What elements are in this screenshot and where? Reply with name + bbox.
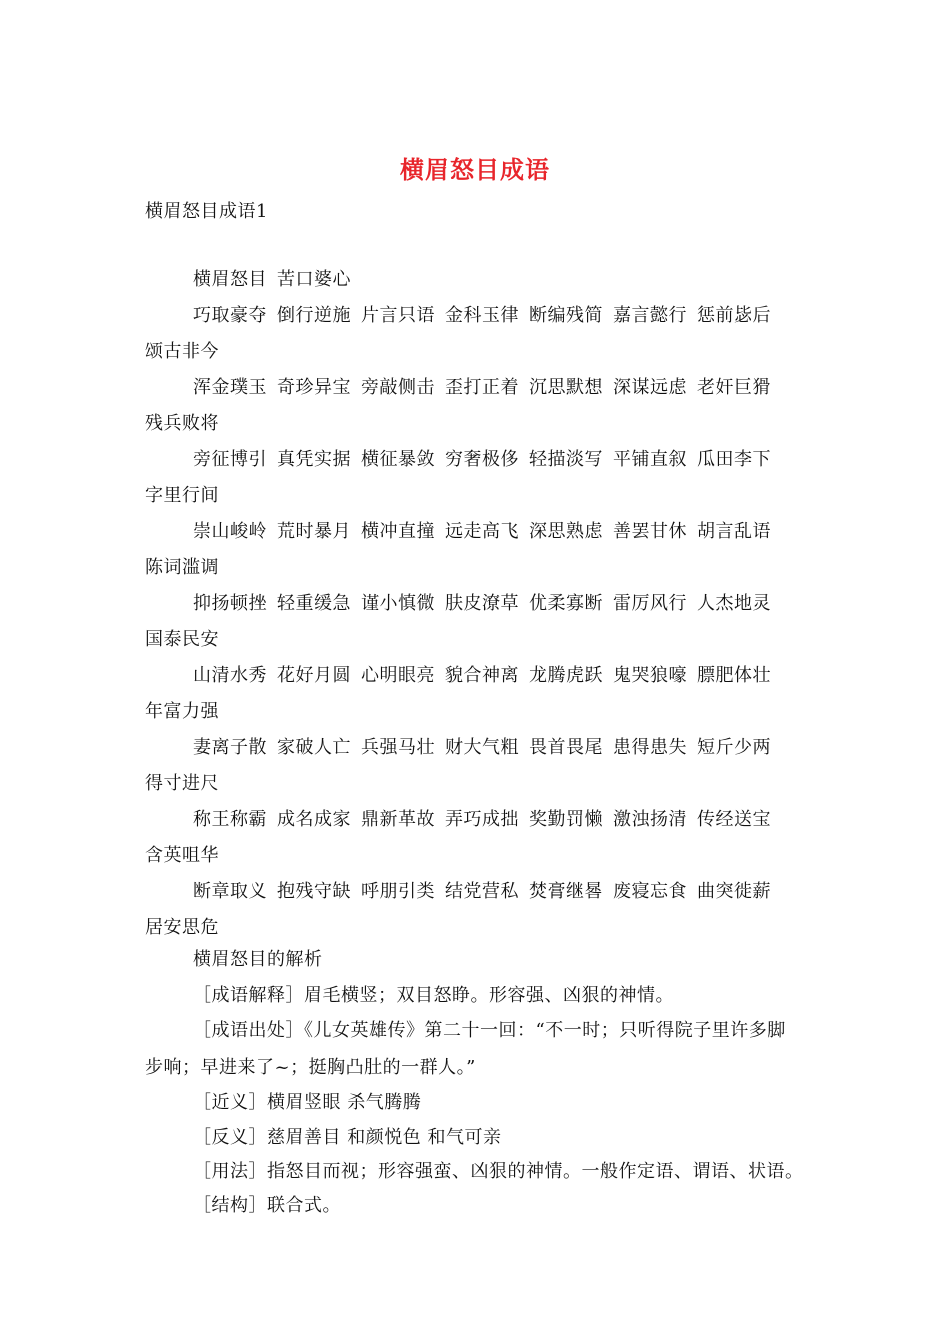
idiom-item: 抑扬顿挫 bbox=[193, 593, 267, 614]
idiom-row bbox=[145, 916, 219, 940]
idiom-item: 惩前毖后 bbox=[697, 305, 771, 326]
document-title: 横眉怒目成语 bbox=[400, 155, 550, 184]
idiom-item: 曲突徙薪 bbox=[697, 881, 771, 902]
idiom-item: 金科玉律 bbox=[445, 305, 519, 326]
idiom-item: 心明眼亮 bbox=[361, 665, 435, 686]
idiom-item: 远走高飞 bbox=[445, 521, 519, 542]
idiom-item: 瓜田李下 bbox=[697, 449, 771, 470]
idiom-item: 妻离子散 bbox=[193, 737, 267, 758]
idiom-item: 国泰民安 bbox=[145, 629, 219, 650]
idiom-item: 含英咀华 bbox=[145, 845, 219, 866]
idiom-row bbox=[193, 268, 351, 292]
idiom-item: 深谋远虑 bbox=[613, 377, 687, 398]
section-subtitle: 横眉怒目成语1 bbox=[145, 201, 268, 222]
idiom-item: 结党营私 bbox=[445, 881, 519, 902]
idiom-item: 陈词滥调 bbox=[145, 557, 219, 578]
idiom-item: 真凭实据 bbox=[277, 449, 351, 470]
idiom-row bbox=[145, 412, 219, 436]
analysis-heading: 横眉怒目的解析 bbox=[193, 949, 323, 970]
idiom-row bbox=[145, 340, 219, 364]
idiom-item: 善罢甘休 bbox=[613, 521, 687, 542]
idiom-item: 奖勤罚懒 bbox=[529, 809, 603, 830]
idiom-antonyms: ［反义］慈眉善目 和颜悦色 和气可亲 bbox=[193, 1127, 502, 1148]
idiom-row bbox=[145, 628, 219, 652]
idiom-item: 轻重缓急 bbox=[277, 593, 351, 614]
idiom-row bbox=[145, 772, 219, 796]
idiom-item: 歪打正着 bbox=[445, 377, 519, 398]
idiom-item: 膘肥体壮 bbox=[697, 665, 771, 686]
idiom-item: 弄巧成拙 bbox=[445, 809, 519, 830]
idiom-item: 龙腾虎跃 bbox=[529, 665, 603, 686]
idiom-row bbox=[193, 448, 771, 472]
idiom-item: 轻描淡写 bbox=[529, 449, 603, 470]
idiom-item: 居安思危 bbox=[145, 917, 219, 938]
idiom-item: 苦口婆心 bbox=[277, 269, 351, 290]
idiom-item: 短斤少两 bbox=[697, 737, 771, 758]
idiom-item: 激浊扬清 bbox=[613, 809, 687, 830]
idiom-item: 奇珍异宝 bbox=[277, 377, 351, 398]
idiom-item: 横眉怒目 bbox=[193, 269, 267, 290]
idiom-row bbox=[193, 592, 771, 616]
idiom-item: 字里行间 bbox=[145, 485, 219, 506]
idiom-item: 残兵败将 bbox=[145, 413, 219, 434]
idiom-item: 废寝忘食 bbox=[613, 881, 687, 902]
idiom-item: 横冲直撞 bbox=[361, 521, 435, 542]
idiom-item: 倒行逆施 bbox=[277, 305, 351, 326]
idiom-item: 呼朋引类 bbox=[361, 881, 435, 902]
idiom-item: 崇山峻岭 bbox=[193, 521, 267, 542]
idiom-item: 嘉言懿行 bbox=[613, 305, 687, 326]
idiom-row bbox=[193, 304, 771, 328]
idiom-item: 雷厉风行 bbox=[613, 593, 687, 614]
idiom-item: 人杰地灵 bbox=[697, 593, 771, 614]
idiom-item: 断编残简 bbox=[529, 305, 603, 326]
idiom-item: 称王称霸 bbox=[193, 809, 267, 830]
idiom-item: 畏首畏尾 bbox=[529, 737, 603, 758]
idiom-row bbox=[193, 808, 771, 832]
idiom-item: 深思熟虑 bbox=[529, 521, 603, 542]
idiom-item: 荒时暴月 bbox=[277, 521, 351, 542]
idiom-row bbox=[193, 376, 771, 400]
idiom-item: 患得患失 bbox=[613, 737, 687, 758]
idiom-row bbox=[193, 880, 771, 904]
idiom-item: 断章取义 bbox=[193, 881, 267, 902]
idiom-source-line-2: 步响；早进来了~；挺胸凸肚的一群人。” bbox=[145, 1057, 476, 1078]
idiom-item: 肤皮潦草 bbox=[445, 593, 519, 614]
idiom-item: 片言只语 bbox=[361, 305, 435, 326]
idiom-row bbox=[193, 520, 771, 544]
idiom-item: 谨小慎微 bbox=[361, 593, 435, 614]
idiom-item: 沉思默想 bbox=[529, 377, 603, 398]
idiom-item: 年富力强 bbox=[145, 701, 219, 722]
idiom-row bbox=[145, 700, 219, 724]
idiom-item: 家破人亡 bbox=[277, 737, 351, 758]
idiom-row bbox=[193, 664, 771, 688]
idiom-item: 成名成家 bbox=[277, 809, 351, 830]
idiom-item: 穷奢极侈 bbox=[445, 449, 519, 470]
idiom-item: 山清水秀 bbox=[193, 665, 267, 686]
idiom-row bbox=[193, 736, 771, 760]
idiom-item: 横征暴敛 bbox=[361, 449, 435, 470]
idiom-item: 花好月圆 bbox=[277, 665, 351, 686]
idiom-item: 优柔寡断 bbox=[529, 593, 603, 614]
idiom-item: 旁征博引 bbox=[193, 449, 267, 470]
idiom-row bbox=[145, 844, 219, 868]
idiom-item: 抱残守缺 bbox=[277, 881, 351, 902]
idiom-item: 浑金璞玉 bbox=[193, 377, 267, 398]
idiom-synonyms: ［近义］横眉竖眼 杀气腾腾 bbox=[193, 1092, 422, 1113]
idiom-item: 焚膏继晷 bbox=[529, 881, 603, 902]
idiom-item: 老奸巨猾 bbox=[697, 377, 771, 398]
idiom-explanation: ［成语解释］眉毛横竖；双目怒睁。形容强、凶狠的神情。 bbox=[193, 985, 674, 1006]
idiom-item: 巧取豪夺 bbox=[193, 305, 267, 326]
idiom-item: 胡言乱语 bbox=[697, 521, 771, 542]
idiom-row bbox=[145, 484, 219, 508]
idiom-item: 鬼哭狼嚎 bbox=[613, 665, 687, 686]
idiom-source-line-1: ［成语出处］《儿女英雄传》第二十一回：“不一时；只听得院子里许多脚 bbox=[193, 1020, 786, 1041]
idiom-row bbox=[145, 556, 219, 580]
idiom-item: 财大气粗 bbox=[445, 737, 519, 758]
idiom-item: 平铺直叙 bbox=[613, 449, 687, 470]
idiom-item: 貌合神离 bbox=[445, 665, 519, 686]
idiom-structure: ［结构］联合式。 bbox=[193, 1195, 341, 1216]
idiom-item: 旁敲侧击 bbox=[361, 377, 435, 398]
idiom-item: 兵强马壮 bbox=[361, 737, 435, 758]
idiom-item: 得寸进尺 bbox=[145, 773, 219, 794]
idiom-item: 传经送宝 bbox=[697, 809, 771, 830]
idiom-item: 鼎新革故 bbox=[361, 809, 435, 830]
idiom-item: 颂古非今 bbox=[145, 341, 219, 362]
idiom-usage: ［用法］指怒目而视；形容强蛮、凶狠的神情。一般作定语、谓语、状语。 bbox=[193, 1161, 804, 1182]
